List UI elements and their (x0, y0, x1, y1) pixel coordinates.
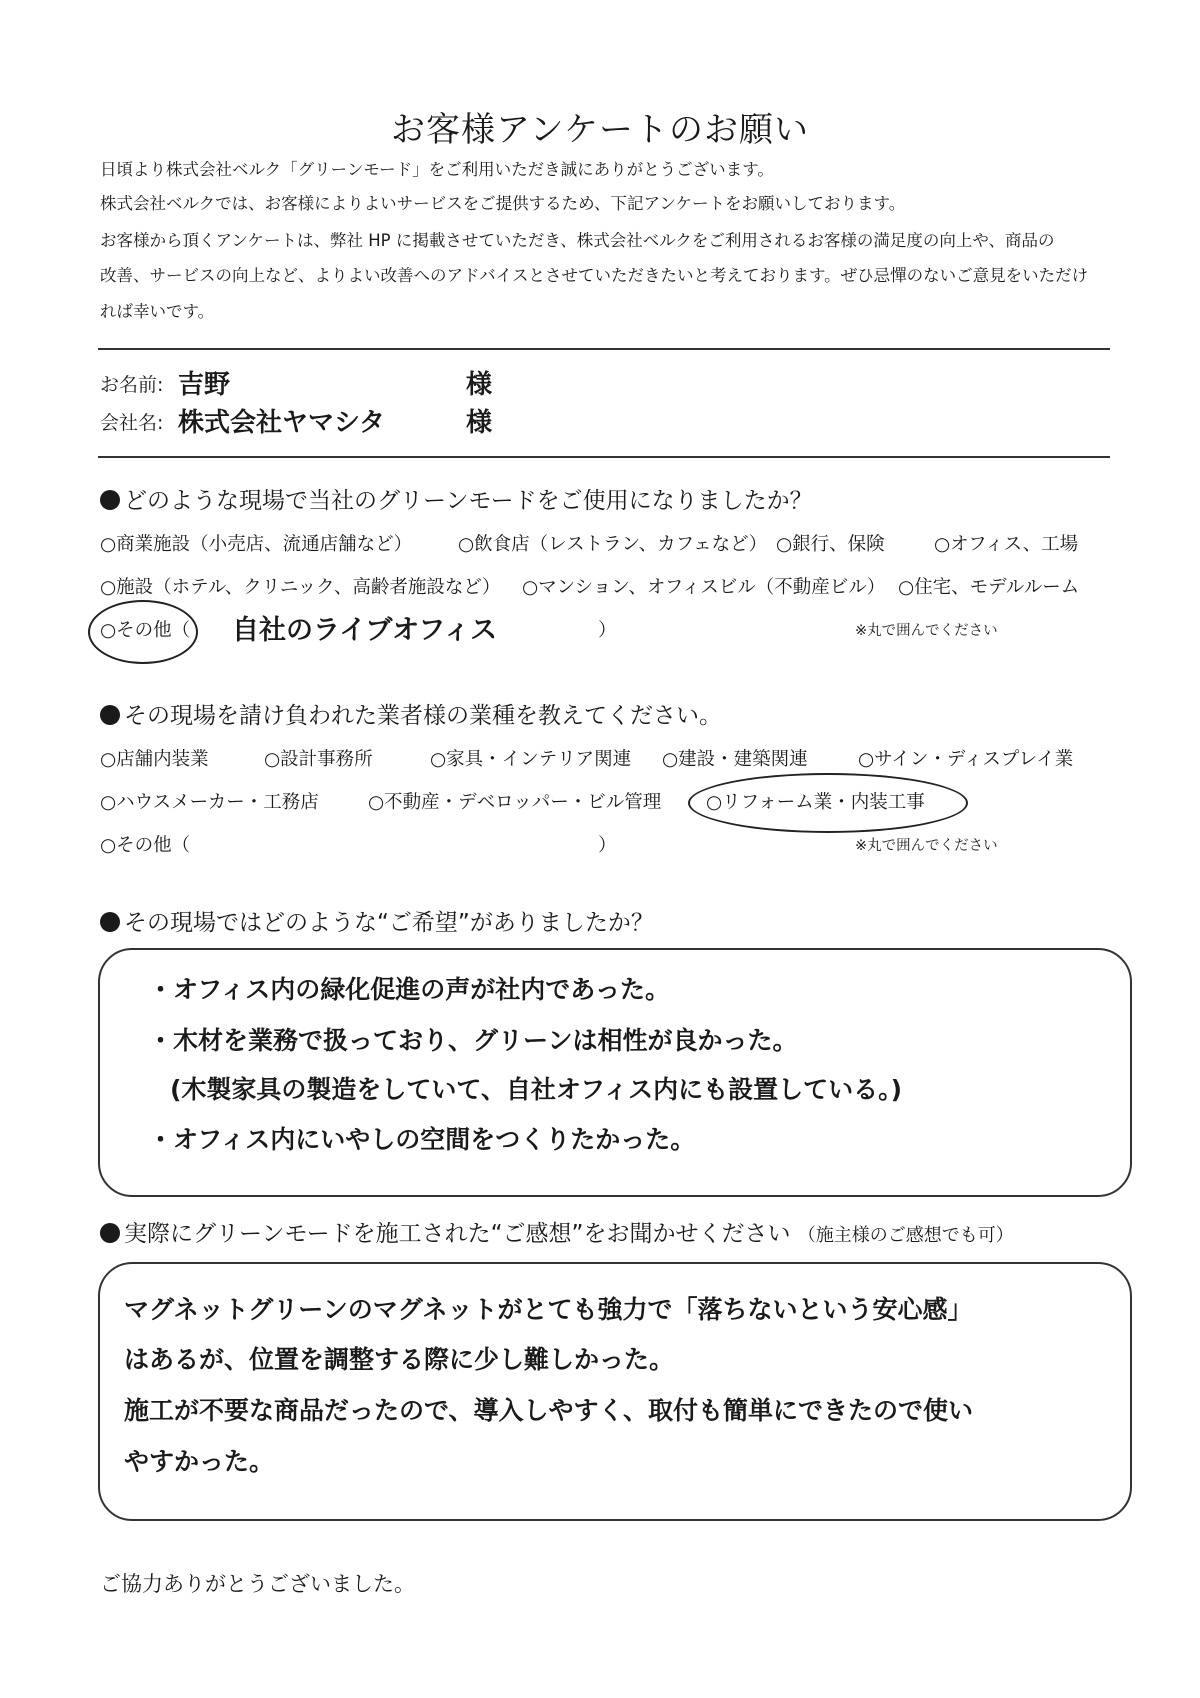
q1-option[interactable]: ○住宅、モデルルーム (898, 577, 1080, 598)
q2-option[interactable]: ○設計事務所 (264, 749, 373, 770)
q3-question: その現場ではどのような“ご希望”がありましたか？ (100, 904, 654, 937)
bullet-icon (100, 912, 120, 932)
page-title: お客様アンケートのお願い (391, 110, 809, 150)
q3-answer-line: ・オフィス内にいやしの空間をつくりたかった。 (148, 1125, 696, 1154)
q1-option-other[interactable]: ○その他（ (100, 620, 191, 641)
q2-option[interactable]: ○建設・建築関連 (662, 749, 808, 770)
bullet-icon (100, 705, 120, 725)
q3-answer-line: ・オフィス内の緑化促進の声が社内であった。 (148, 975, 671, 1004)
q1-question: どのような現場で当社のグリーンモードをご使用になりましたか？ (100, 482, 813, 515)
q1-option[interactable]: ○オフィス、工場 (934, 534, 1079, 555)
intro-line-3: お客様から頂くアンケートは、弊社 HP に掲載させていただき、株式会社ベルクをご利用されるお客様の満足度の向上や、商品の (100, 231, 1055, 250)
bullet-icon (100, 490, 120, 510)
q3-answer-line: (木製家具の製造をしていて、自社オフィス内にも設置している。) (170, 1075, 903, 1104)
name-value: 吉野 (178, 370, 231, 400)
q2-note: ※丸で囲んでください (855, 838, 998, 854)
intro-line-4: 改善、サービスの向上など、よりよい改善へのアドバイスとさせていただきたいと考えております。ぜひ忌憚のないご意見をいただけ (100, 266, 1089, 285)
q1-option[interactable]: ○銀行、保険 (776, 534, 885, 555)
q2-option[interactable]: ○不動産・デベロッパー・ビル管理 (368, 792, 662, 813)
intro-line-2: 株式会社ベルクでは、お客様によりよいサービスをご提供するため、下記アンケートをお願いしております。 (100, 194, 906, 213)
name-honorific: 様 (466, 370, 493, 400)
q1-note: ※丸で囲んでください (855, 623, 998, 639)
q1-option[interactable]: ○マンション、オフィスビル（不動産ビル） (522, 577, 886, 598)
divider-bottom (98, 456, 1110, 458)
q1-option[interactable]: ○施設（ホテル、クリニック、高齢者施設など） (100, 577, 501, 598)
q4-answer-line: マグネットグリーンのマグネットがとても強力で「落ちないという安心感」 (124, 1295, 973, 1324)
q2-question: その現場を請け負われた業者様の業種を教えてください。 (100, 697, 722, 730)
q2-option[interactable]: ○家具・インテリア関連 (430, 749, 632, 770)
q2-option[interactable]: ○店舗内装業 (100, 749, 209, 770)
name-label: お名前: (100, 374, 164, 396)
q4-question: 実際にグリーンモードを施工された“ご感想”をお聞かせください （施主様のご感想でも可） (100, 1215, 1014, 1248)
company-label: 会社名: (100, 412, 164, 434)
q2-other-close: ） (598, 835, 617, 856)
q2-option[interactable]: ○サイン・ディスプレイ業 (858, 749, 1074, 770)
q4-sub: （施主様のご感想でも可） (797, 1225, 1014, 1246)
q4-answer-line: やすかった。 (124, 1447, 275, 1476)
q2-option[interactable]: ○ハウスメーカー・工務店 (100, 792, 319, 813)
q1-option[interactable]: ○飲食店（レストラン、カフェなど） (458, 534, 768, 555)
q4-answer-line: 施工が不要な商品だったので、導入しやすく、取付も簡単にできたので使い (124, 1396, 974, 1425)
divider-top (98, 348, 1110, 350)
q2-option-other[interactable]: ○その他（ (100, 835, 191, 856)
q1-other-value: 自社のライブオフィス (232, 615, 498, 646)
q1-other-close: ） (598, 620, 617, 641)
intro-line-1: 日頃より株式会社ベルク「グリーンモード」をご利用いただき誠にありがとうございます。 (100, 160, 774, 179)
q1-option[interactable]: ○商業施設（小売店、流通店舗など） (100, 534, 413, 555)
intro-line-5: れば幸いです。 (100, 302, 215, 321)
company-value: 株式会社ヤマシタ (178, 408, 385, 438)
q4-answer-line: はあるが、位置を調整する際に少し難しかった。 (124, 1345, 675, 1374)
closing-text: ご協力ありがとうございました。 (100, 1572, 415, 1596)
bullet-icon (100, 1223, 120, 1243)
q3-answer-line: ・木材を業務で扱っており、グリーンは相性が良かった。 (148, 1026, 798, 1055)
company-honorific: 様 (466, 408, 493, 438)
q2-option[interactable]: ○リフォーム業・内装工事 (706, 792, 925, 813)
